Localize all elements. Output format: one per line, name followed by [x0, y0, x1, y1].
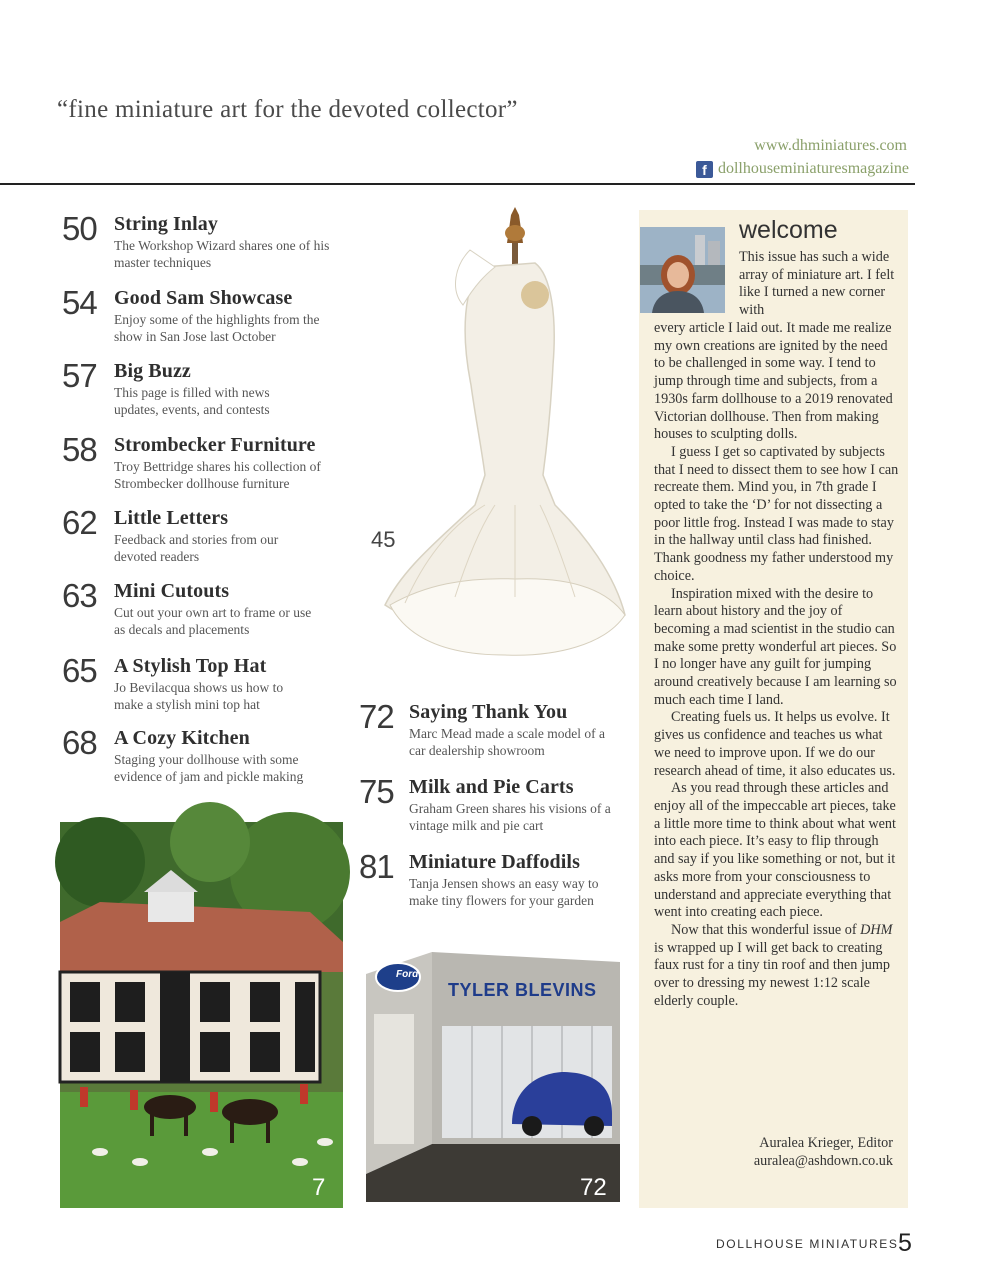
footer-magazine-name: DOLLHOUSE MINIATURES — [716, 1237, 899, 1251]
welcome-paragraph: Creating fuels us. It helps us evolve. It gives us confidence and teaches us what we need to improve upon. If we do our research ahead of time, it also educates us. — [654, 709, 896, 779]
ford-logo: Ford — [396, 969, 419, 980]
editor-name: Auralea Krieger, Editor — [759, 1135, 893, 1151]
toc-entry[interactable] — [62, 726, 352, 785]
welcome-panel — [639, 210, 908, 1208]
facebook-handle: dollhouseminiaturesmagazine — [717, 160, 909, 177]
toc-description: Tanja Jensen shows an easy way to make tiny flowers for your garden — [409, 876, 599, 908]
toc-entry[interactable] — [62, 359, 352, 418]
welcome-last-rest: is wrapped up I will get back to creating faux rust for a tiny tin roof and then jump over to dressing my newest 1:12 scale elderly couple. — [654, 939, 891, 1009]
facebook-link[interactable] — [696, 160, 909, 178]
toc-description: Feedback and stories from our devoted readers — [114, 532, 279, 564]
toc-title: Miniature Daffodils — [409, 851, 580, 873]
toc-title: Strombecker Furniture — [114, 434, 316, 456]
toc-description: Marc Mead made a scale model of a car dealership showroom — [409, 726, 606, 758]
toc-description: Staging your dollhouse with some evidence of jam and pickle making — [114, 752, 304, 784]
magazine-tagline: “fine miniature art for the devoted collector” — [57, 96, 518, 123]
welcome-paragraph: I guess I get so captivated by subjects that I need to dissect them to see how I can recreate them. Mind you, in 7th grade I opted to take the ‘D’ for not dissecting a poor little frog. Instead I was made to stay in the hallway until class had finished. Thank goodness my father understood my choice. — [654, 443, 899, 584]
toc-description: Cut out your own art to frame or use as decals and placements — [114, 605, 312, 637]
welcome-last-lead: Now that this wonderful issue of — [671, 921, 861, 938]
toc-page-number: 62 — [62, 504, 97, 541]
toc-description: Troy Bettridge shares his collection of Strombecker dollhouse furniture — [114, 459, 321, 491]
toc-description: Jo Bevilacqua shows us how to make a stylish mini top hat — [114, 680, 284, 712]
toc-page-number: 63 — [62, 577, 97, 614]
toc-entry[interactable] — [62, 286, 352, 345]
toc-page-number: 50 — [62, 210, 97, 247]
footer-page-number: 5 — [898, 1229, 912, 1257]
toc-entry[interactable] — [359, 850, 629, 909]
facebook-icon: f — [696, 161, 713, 178]
toc-title: Good Sam Showcase — [114, 287, 293, 309]
editor-email[interactable]: auralea@ashdown.co.uk — [753, 1153, 893, 1169]
toc-entry[interactable] — [62, 579, 352, 638]
tudor-house-illustration — [60, 822, 343, 1208]
toc-entry[interactable] — [62, 433, 352, 492]
toc-title: Milk and Pie Carts — [409, 776, 574, 798]
website-link[interactable]: www.dhminiatures.com — [754, 137, 907, 154]
toc-description: The Workshop Wizard shares one of his master techniques — [114, 238, 330, 270]
toc-title: Saying Thank You — [409, 701, 568, 723]
toc-description: Enjoy some of the highlights from the show in San Jose last October — [114, 312, 320, 344]
welcome-body — [654, 320, 899, 1010]
toc-page-number: 68 — [62, 724, 97, 761]
toc-entry[interactable] — [62, 654, 352, 713]
toc-page-number: 75 — [359, 773, 394, 810]
welcome-paragraph: every article I laid out. It made me realize my own creations are ignited by the need to be challenged in some way. I tend to jump through time and subjects, from a 1930s farm dollhouse to a 2019 renovated Victorian dollhouse. Then from making houses to sculpting dolls. — [654, 320, 893, 443]
toc-page-number: 81 — [359, 848, 394, 885]
toc-page-number: 57 — [62, 357, 97, 394]
toc-title: A Stylish Top Hat — [114, 655, 267, 677]
toc-entry[interactable] — [62, 506, 352, 565]
toc-entry[interactable] — [359, 775, 629, 834]
photo-page-number: 72 — [580, 1174, 607, 1201]
toc-title: String Inlay — [114, 213, 219, 235]
toc-entry[interactable] — [62, 212, 352, 271]
welcome-paragraph: As you read through these articles and enjoy all of the impeccable art pieces, take a little more time to think about what went into each piece. It’s easy to flip through and say if you like something or not, but it asks more from your consciousness to understand and appreciate everything that went into creating each piece. — [654, 780, 896, 921]
toc-title: A Cozy Kitchen — [114, 727, 250, 749]
toc-page-number: 54 — [62, 284, 97, 321]
welcome-paragraph-last — [654, 922, 899, 1011]
toc-title: Big Buzz — [114, 360, 191, 382]
welcome-intro: This issue has such a wide array of miniature art. I felt like I turned a new corner with — [739, 249, 895, 319]
photo-page-number: 7 — [312, 1174, 326, 1201]
toc-title: Little Letters — [114, 507, 229, 529]
welcome-heading: welcome — [739, 216, 838, 244]
dress-photo[interactable] — [371, 205, 633, 670]
magazine-abbrev: DHM — [860, 921, 893, 938]
dress-illustration — [375, 205, 633, 670]
dealership-sign: TYLER BLEVINS — [448, 980, 597, 1000]
toc-entry[interactable] — [359, 700, 629, 759]
editor-portrait — [640, 227, 725, 313]
toc-page-number: 65 — [62, 652, 97, 689]
toc-description: This page is filled with news updates, events, and contests — [114, 385, 270, 417]
welcome-paragraph: Inspiration mixed with the desire to learn about history and the joy of becoming a mad scientist in the studio can make some pretty wonderful art pieces. So I no longer have any guilt for jumping around creatively because I am learning so much each time I land. — [654, 585, 897, 708]
editor-signature — [754, 1134, 893, 1170]
header-divider — [0, 183, 915, 185]
toc-page-number: 58 — [62, 431, 97, 468]
toc-title: Mini Cutouts — [114, 580, 230, 602]
toc-description: Graham Green shares his visions of a vintage milk and pie cart — [409, 801, 611, 833]
toc-page-number: 72 — [359, 698, 394, 735]
tudor-house-photo[interactable] — [60, 822, 343, 1208]
showroom-photo[interactable] — [362, 944, 622, 1208]
photo-page-number: 45 — [371, 527, 396, 552]
